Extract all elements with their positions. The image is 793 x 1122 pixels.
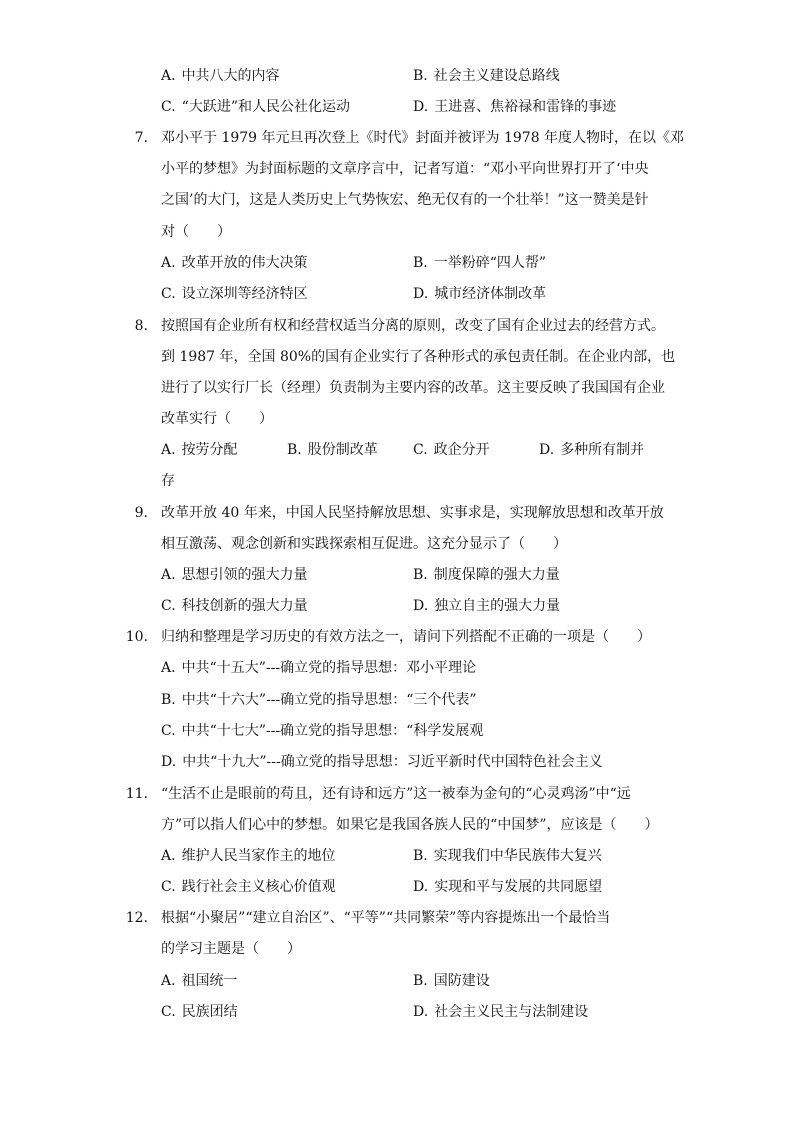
- option-text: 科技创新的强大力量: [181, 598, 308, 614]
- q7-stem-line: 之国’的大门，这是人类历史上气势恢宏、绝无仅有的一个壮举！”这一赞美是针: [161, 192, 649, 208]
- option-letter: D.: [413, 1004, 429, 1020]
- option-letter: D.: [413, 99, 429, 115]
- option-text: 实现我们中华民族伟大复兴: [433, 848, 602, 864]
- option-text: 中共八大的内容: [181, 68, 280, 84]
- option-text: 多种所有制并: [560, 442, 645, 458]
- option-letter: C.: [161, 99, 176, 115]
- option-text: 实现和平与发展的共同愿望: [434, 879, 603, 895]
- q12-option-d[interactable]: [413, 1002, 588, 1022]
- q8-stem-line: 到 1987 年，全国 80%的国有企业实行了各种形式的承包责任制。在企业内部，也: [161, 349, 676, 365]
- option-text: 民族团结: [181, 1004, 238, 1020]
- q7-stem-line: 邓小平于 1979 年元旦再次登上《时代》封面并被评为 1978 年度人物时，在以《邓: [161, 130, 685, 146]
- q7-option-d[interactable]: [413, 284, 546, 304]
- option-text: “大跃进”和人民公社化运动: [181, 99, 350, 115]
- q7-option-b[interactable]: [413, 253, 546, 273]
- option-letter: B.: [287, 442, 302, 458]
- q12-option-b[interactable]: [413, 971, 490, 991]
- q9-option-b[interactable]: [413, 565, 560, 585]
- q11-option-d[interactable]: [413, 877, 602, 897]
- option-letter: C.: [161, 879, 176, 895]
- option-text: 思想引领的强大力量: [181, 567, 308, 583]
- q7-stem-line: 对（ ）: [161, 224, 231, 240]
- option-text: 中共“十九大”---确立党的指导思想：习近平新时代中国特色社会主义: [182, 754, 603, 770]
- q7-stem-line: 小平的梦想》为封面标题的文章序言中，记者写道：“邓小平向世界打开了‘中央: [161, 161, 649, 177]
- option-text: 一举粉碎“四人帮”: [433, 255, 547, 271]
- option-letter: B.: [413, 68, 428, 84]
- option-letter: C.: [161, 286, 176, 302]
- option-text: 中共“十六大”---确立党的指导思想：“三个代表”: [181, 692, 477, 708]
- q6-option-a[interactable]: [161, 66, 280, 86]
- q11-stem-line: 方”可以指人们心中的梦想。如果它是我国各族人民的“中国梦”，应该是（ ）: [161, 817, 659, 833]
- option-letter: B.: [413, 567, 428, 583]
- question-number: 12.: [125, 910, 148, 926]
- option-letter: B.: [413, 255, 428, 271]
- q9-option-d[interactable]: [413, 596, 560, 616]
- option-letter: A.: [161, 255, 176, 271]
- option-letter: D.: [413, 286, 429, 302]
- option-text: 改革开放的伟大决策: [181, 255, 308, 271]
- q8-option-a[interactable]: [161, 440, 238, 460]
- option-letter: A.: [161, 442, 176, 458]
- option-letter: A.: [161, 848, 176, 864]
- q6-option-b[interactable]: [413, 66, 560, 86]
- question-number: 8.: [134, 318, 148, 334]
- q12-stem-line: 的学习主题是（ ）: [161, 941, 301, 957]
- option-letter: A.: [161, 68, 176, 84]
- q9-stem-line: 改革开放 40 年来，中国人民坚持解放思想、实事求是，实现解放思想和改革开放: [161, 505, 664, 521]
- option-letter: D.: [161, 754, 177, 770]
- q10-option-d[interactable]: [161, 752, 603, 772]
- q12-option-c[interactable]: [161, 1002, 238, 1022]
- option-text: 社会主义建设总路线: [433, 68, 560, 84]
- q10-option-a[interactable]: [161, 658, 476, 678]
- option-letter: C.: [161, 598, 176, 614]
- option-text: 中共“十七大”---确立党的指导思想：“科学发展观: [181, 723, 484, 739]
- option-text: 设立深圳等经济特区: [181, 286, 308, 302]
- option-text: 祖国统一: [181, 973, 238, 989]
- question-number: 11.: [125, 786, 148, 802]
- option-text: 制度保障的强大力量: [433, 567, 560, 583]
- q8-stem-line: 按照国有企业所有权和经营权适当分离的原则，改变了国有企业过去的经营方式。: [161, 318, 665, 334]
- option-letter: D.: [413, 598, 429, 614]
- q8-option-b[interactable]: [287, 440, 378, 460]
- option-letter: D.: [539, 442, 555, 458]
- option-letter: B.: [413, 973, 428, 989]
- q6-option-c[interactable]: [161, 97, 350, 117]
- q7-option-c[interactable]: [161, 284, 308, 304]
- q8-stem-line: 改革实行（ ）: [161, 411, 273, 427]
- option-text: 股份制改革: [307, 442, 378, 458]
- q12-stem-line: 根据“小聚居”“建立自治区”、“平等”“共同繁荣”等内容提炼出一个最恰当: [161, 910, 611, 926]
- q11-option-c[interactable]: [161, 877, 336, 897]
- option-letter: B.: [413, 848, 428, 864]
- option-text: 践行社会主义核心价值观: [181, 879, 336, 895]
- q7-option-a[interactable]: [161, 253, 308, 273]
- option-text: 独立自主的强大力量: [434, 598, 561, 614]
- option-text: 社会主义民主与法制建设: [434, 1004, 589, 1020]
- option-text: 中共“十五大”---确立党的指导思想：邓小平理论: [181, 660, 477, 676]
- option-text: 按劳分配: [181, 442, 238, 458]
- q11-option-b[interactable]: [413, 846, 602, 866]
- option-letter: A.: [161, 660, 176, 676]
- option-text: 城市经济体制改革: [434, 286, 547, 302]
- q11-stem-line: “生活不止是眼前的苟且，还有诗和远方”这一被奉为金句的“心灵鸡汤”中“远: [161, 786, 631, 802]
- q8-option-c[interactable]: [413, 440, 490, 460]
- q10-stem-line: 归纳和整理是学习历史的有效方法之一，请问下列搭配不正确的一项是（ ）: [161, 629, 651, 645]
- q9-stem-line: 相互激荡、观念创新和实践探索相互促进。这充分显示了（ ）: [161, 536, 567, 552]
- option-text: 政企分开: [433, 442, 490, 458]
- option-letter: A.: [161, 973, 176, 989]
- q10-option-b[interactable]: [161, 690, 477, 710]
- q10-option-c[interactable]: [161, 721, 483, 741]
- question-number: 9.: [134, 505, 148, 521]
- option-letter: C.: [413, 442, 428, 458]
- question-number: 10.: [125, 629, 148, 645]
- q9-option-c[interactable]: [161, 596, 308, 616]
- option-letter: A.: [161, 567, 176, 583]
- option-text: 国防建设: [433, 973, 490, 989]
- option-letter: C.: [161, 723, 176, 739]
- q11-option-a[interactable]: [161, 846, 336, 866]
- q8-option-d-wrap: 存: [161, 473, 175, 489]
- option-text: 维护人民当家作主的地位: [181, 848, 336, 864]
- q8-option-d[interactable]: [539, 440, 644, 460]
- q8-stem-line: 进行了以实行厂长（经理）负责制为主要内容的改革。这主要反映了我国国有企业: [161, 380, 665, 396]
- option-letter: C.: [161, 1004, 176, 1020]
- q9-option-a[interactable]: [161, 565, 308, 585]
- option-letter: D.: [413, 879, 429, 895]
- option-letter: B.: [161, 692, 176, 708]
- q12-option-a[interactable]: [161, 971, 238, 991]
- option-text: 王进喜、焦裕禄和雷锋的事迹: [434, 99, 617, 115]
- q6-option-d[interactable]: [413, 97, 616, 117]
- question-number: 7.: [134, 130, 148, 146]
